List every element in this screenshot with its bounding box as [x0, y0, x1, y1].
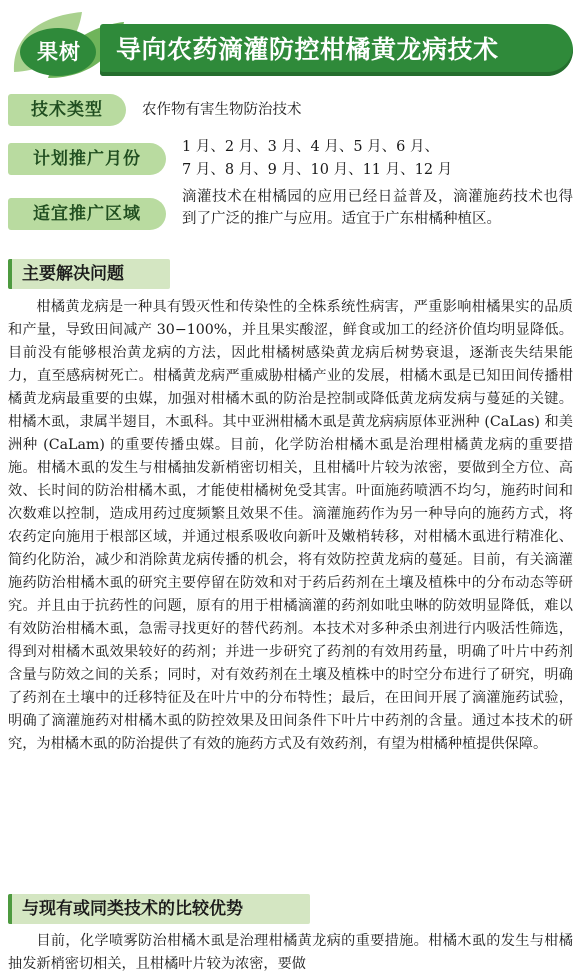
page-header: [8, 8, 573, 84]
months-line-2: 7 月、8 月、9 月、10 月、11 月、12 月: [182, 162, 453, 178]
problems-body: [8, 296, 573, 756]
info-row-months: [8, 136, 573, 182]
advantages-body: [8, 930, 573, 975]
region-value: 滴灌技术在柑橘园的应用已经日益普及，滴灌施药技术也得到了广泛的推广与应用。适宜于广东柑橘种植区。: [182, 189, 573, 227]
category-tag: 果树: [37, 40, 81, 64]
page-title: 导向农药滴灌防控柑橘黄龙病技术: [116, 35, 499, 64]
months-label: 计划推广月份: [8, 143, 166, 175]
problems-paragraph: 柑橘黄龙病是一种具有毁灭性和传染性的全株系统性病害，严重影响柑橘果实的品质和产量，导致田间减产 30−100%，并且果实酸涩，鲜食或加工的经济价值均明显降低。目前没有能够根治黄龙病的方法，因此柑橘树感染黄龙病后树势衰退，逐渐丧失结果能力，直至感病树死亡。柑橘黄龙病严重威胁柑橘产业的发展，柑橘木虱是已知田间传播柑橘黄龙病最重要的虫媒，加强对柑橘木虱的防治是控制或降低黄龙病发病与蔓延的关键。柑橘木虱，隶属半翅目，木虱科。其中亚洲柑橘木虱是黄龙病病原体亚洲种 (CaLas) 和美洲种 (CaLam) 的重要传播虫媒。目前，化学防治柑橘木虱是治理柑橘黄龙病的重要措施。柑橘木虱的发生与柑橘抽发新梢密切相关，且柑橘叶片较为浓密，要做到全方位、高效、长时间的防治柑橘木虱，才能使柑橘树免受其害。叶面施药喷洒不均匀，施药时间和次数难以控制，造成用药过度频繁且效果不佳。滴灌施药作为另一种导向的施药方式，将农药定向施用于根部区域，并通过根系吸收向新叶及嫩梢转移，对柑橘木虱进行精准化、简约化防治，减少和消除黄龙病传播的机会，将有效防控黄龙病的蔓延。目前，有关滴灌施药防治柑橘木虱的研究主要停留在防效和对于药后药剂在土壤及植株中的分布动态等研究。并且由于抗药性的问题，原有的用于柑橘滴灌的药剂如吡虫啉的防效明显降低，难以有效防治柑橘木虱，急需寻找更好的替代药剂。本技术对多种杀虫剂进行内吸活性筛选，得到对柑橘木虱效果较好的药剂；并进一步研究了药剂的有效用药量，明确了叶片中药剂含量与防效之间的关系；同时，对有效药剂在土壤及植株中的时空分布进行了研究，明确了药剂在土壤中的迁移特征及在叶片中的分布特性；最后，在田间开展了滴灌施药试验，明确了滴灌施药对柑橘木虱的防控效果及田间条件下叶片中药剂的含量。通过本技术的研究，为柑橘木虱的防治提供了有效的施药方式及有效药剂，有望为柑橘种植提供保障。: [8, 299, 573, 752]
months-line-1: 1 月、2 月、3 月、4 月、5 月、6 月、: [182, 139, 440, 155]
tech-type-value: 农作物有害生物防治技术: [142, 102, 302, 118]
region-label: 适宜推广区域: [8, 198, 166, 230]
info-row-tech-type: [8, 94, 573, 126]
section-heading-problems: 主要解决问题: [8, 259, 170, 289]
advantages-paragraph: 目前，化学喷雾防治柑橘木虱是治理柑橘黄龙病的重要措施。柑橘木虱的发生与柑橘抽发新梢密切相关，且柑橘叶片较为浓密，要做: [8, 933, 573, 972]
section-heading-advantages: 与现有或同类技术的比较优势: [8, 894, 310, 924]
tech-type-label: 技术类型: [8, 94, 126, 126]
info-row-region: [8, 186, 573, 254]
